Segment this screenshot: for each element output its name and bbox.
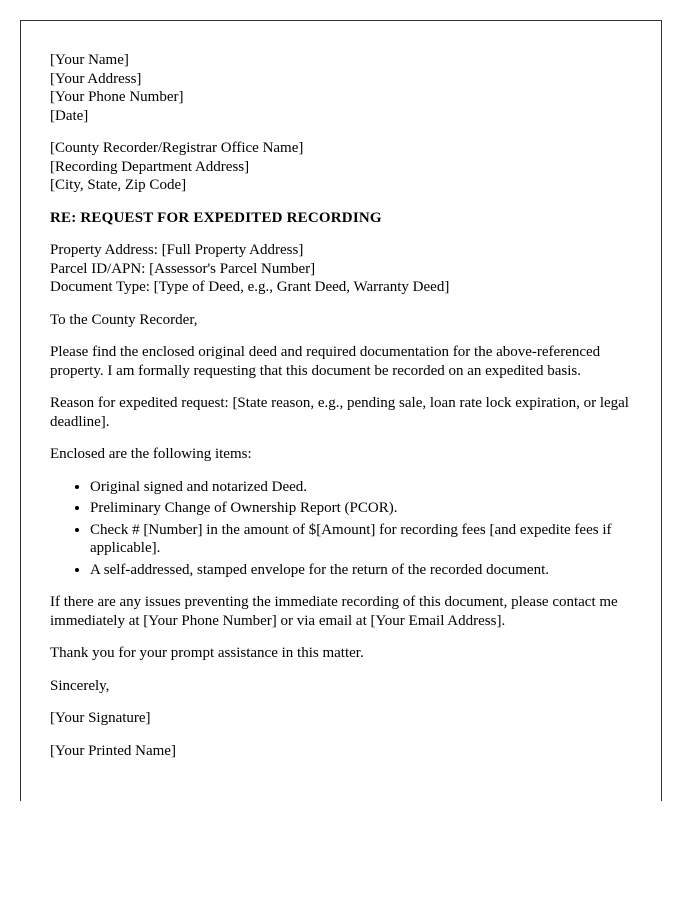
enclosure-item-check: • Check # [Number] in the amount of $[Amount] for recording fees [and expedite fees if applicable]. [90,521,633,558]
recipient-department-address: [Recording Department Address] [50,158,250,175]
reason-paragraph: Reason for expedited request: [State reason, e.g., pending sale, loan rate lock expiration, or legal deadline]. [50,395,629,430]
property-address-line: Property Address: [Full Property Address] [50,242,304,258]
parcel-id-line: Parcel ID/APN: [Assessor's Parcel Number] [50,260,316,277]
request-paragraph: Please find the enclosed original deed and required documentation for the above-referenced property. I am formally requesting that this document be recorded on an expedited basis. [50,344,601,379]
contact-paragraph: If there are any issues preventing the immediate recording of this document, please contact me immediately at [Your Phone Number] or via email at [Your Email Address]. [50,594,618,629]
enclosure-item-deed: • Original signed and notarized Deed. [90,478,633,497]
sender-address: [Your Address] [50,70,142,87]
enclosure-item-envelope: • A self-addressed, stamped envelope for the return of the recorded document. [90,561,633,580]
enclosed-intro-paragraph: Enclosed are the following items: [50,446,252,462]
letter-page [20,20,662,801]
sender-phone: [Your Phone Number] [50,89,184,105]
enclosure-item-pcor: • Preliminary Change of Ownership Report (PCOR). [90,499,633,518]
document-type-line: Document Type: [Type of Deed, e.g., Grant Deed, Warranty Deed] [50,279,450,295]
closing: Sincerely, [50,677,110,694]
printed-name-placeholder: [Your Printed Name] [50,742,176,759]
signature-placeholder: [Your Signature] [50,710,151,726]
subject-line: RE: REQUEST FOR EXPEDITED RECORDING [50,209,382,226]
enclosure-list [50,478,633,580]
sender-name: [Your Name] [50,52,129,68]
recipient-address-block [50,139,633,195]
property-info-block [50,241,633,297]
recipient-office-name: [County Recorder/Registrar Office Name] [50,140,304,156]
letter-date: [Date] [50,107,89,124]
recipient-city-state-zip: [City, State, Zip Code] [50,177,187,193]
salutation: To the County Recorder, [50,311,198,328]
sender-address-block [50,51,633,125]
thanks-paragraph: Thank you for your prompt assistance in this matter. [50,645,364,661]
